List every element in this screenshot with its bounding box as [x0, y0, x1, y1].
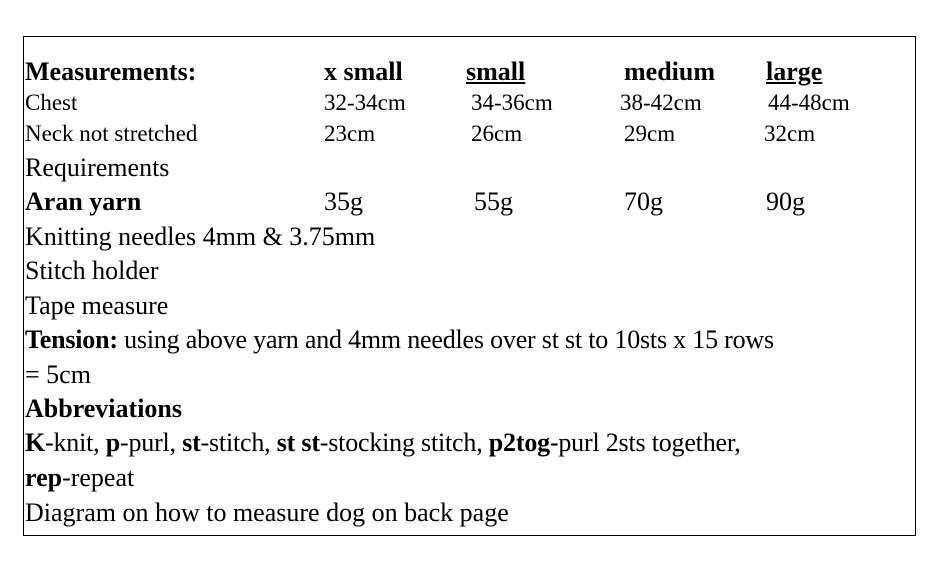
abbr-meaning: -knit,	[45, 428, 106, 457]
abbr-term: p2tog	[488, 428, 550, 457]
abbreviations-line-2	[25, 463, 134, 493]
requirement-item: Stitch holder	[25, 256, 159, 285]
yarn-value-xsmall: 35g	[324, 187, 363, 216]
yarn-value-small: 55g	[474, 187, 513, 216]
requirements-heading: Requirements	[25, 153, 170, 182]
requirement-item: Knitting needles 4mm & 3.75mm	[25, 222, 376, 251]
abbr-meaning: -purl,	[120, 428, 183, 457]
chest-value-large: 44-48cm	[768, 90, 850, 115]
neck-value-xsmall: 23cm	[324, 121, 376, 146]
size-header-large: large	[766, 57, 823, 86]
diagram-note: Diagram on how to measure dog on back page	[25, 498, 509, 527]
chest-value-xsmall: 32-34cm	[324, 90, 406, 115]
abbr-meaning: -stitch,	[200, 428, 277, 457]
aran-yarn-label: Aran yarn	[25, 187, 142, 216]
neck-label: Neck not stretched	[25, 121, 198, 146]
requirement-item: Tape measure	[25, 291, 169, 320]
tension-text: using above yarn and 4mm needles over st st to 10sts x 15 rows	[117, 325, 774, 354]
measurements-heading: Measurements:	[25, 57, 197, 86]
neck-value-medium: 29cm	[624, 121, 676, 146]
tension-line	[25, 325, 774, 355]
size-header-medium: medium	[624, 57, 715, 86]
abbr-term: st	[182, 428, 201, 457]
abbr-meaning: -stocking stitch,	[319, 428, 489, 457]
abbr-term: rep	[25, 463, 63, 492]
chest-value-medium: 38-42cm	[620, 90, 702, 115]
abbreviations-line	[25, 428, 741, 458]
abbr-term: K	[25, 428, 46, 457]
abbr-meaning: -purl 2sts together,	[549, 428, 741, 457]
yarn-value-large: 90g	[766, 187, 805, 216]
abbr-term: st st	[276, 428, 320, 457]
yarn-value-medium: 70g	[624, 187, 663, 216]
neck-value-small: 26cm	[471, 121, 523, 146]
abbreviations-heading: Abbreviations	[25, 394, 182, 423]
abbr-meaning: -repeat	[62, 463, 135, 492]
abbr-term: p	[105, 428, 121, 457]
chest-label: Chest	[25, 90, 78, 115]
size-header-xsmall: x small	[324, 57, 403, 86]
size-header-small: small	[466, 57, 526, 86]
neck-value-large: 32cm	[764, 121, 816, 146]
tension-label: Tension:	[25, 325, 118, 354]
chest-value-small: 34-36cm	[471, 90, 553, 115]
tension-text-continued: = 5cm	[25, 360, 91, 389]
